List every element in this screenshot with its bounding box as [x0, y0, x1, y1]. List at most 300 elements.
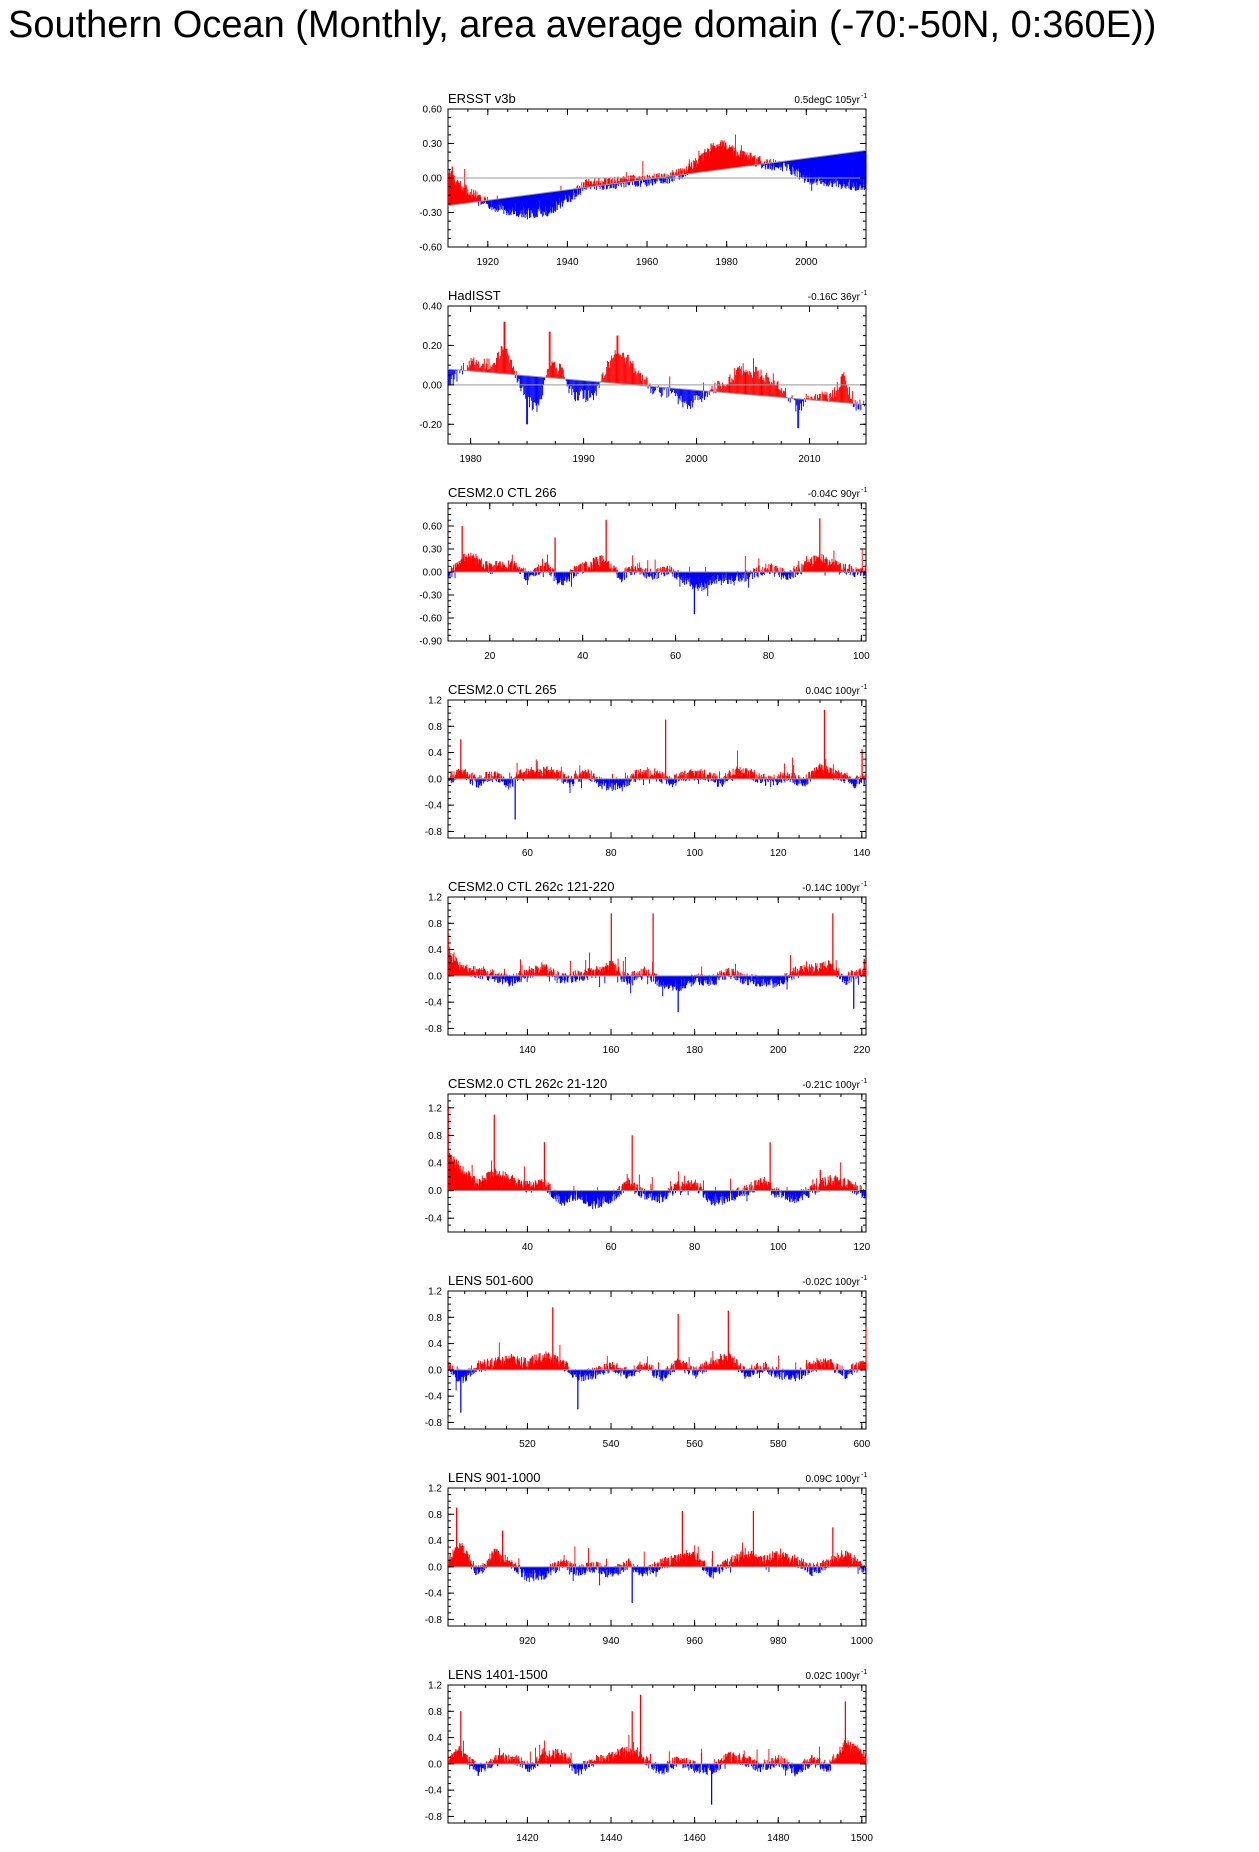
data-bar — [664, 572, 665, 576]
data-bar — [574, 380, 575, 400]
data-bar — [490, 365, 491, 372]
data-bar — [573, 779, 574, 784]
data-bar — [794, 773, 795, 779]
data-bar — [697, 390, 698, 395]
data-bar — [516, 371, 517, 375]
data-bar — [658, 572, 659, 578]
data-bar — [551, 572, 552, 576]
data-bar — [759, 379, 760, 396]
data-bar — [487, 358, 488, 372]
data-bar — [574, 566, 575, 572]
data-bar — [778, 381, 779, 397]
data-bar — [792, 758, 793, 779]
data-bar — [756, 568, 757, 572]
data-bar — [683, 389, 684, 401]
data-bar — [520, 959, 521, 976]
data-bar — [578, 380, 579, 400]
data-bar — [839, 387, 840, 402]
data-bar — [450, 369, 451, 384]
data-bar — [548, 369, 549, 378]
data-bar — [502, 347, 503, 374]
data-bar — [750, 372, 751, 395]
data-bar — [757, 779, 758, 782]
data-bar — [824, 395, 825, 401]
y-tick-label: 0.00 — [422, 380, 442, 392]
data-bar — [584, 381, 585, 398]
data-bar — [503, 350, 504, 374]
data-bar — [768, 564, 769, 572]
data-bar — [482, 364, 483, 372]
data-bar — [585, 381, 586, 390]
data-bar — [844, 376, 845, 403]
data-bar — [624, 976, 625, 982]
data-bar — [757, 572, 758, 576]
data-bar — [771, 382, 772, 396]
data-bar — [725, 386, 726, 392]
data-bar — [567, 779, 568, 783]
data-bar — [462, 370, 463, 374]
data-bar — [852, 391, 853, 403]
data-bar — [617, 336, 618, 384]
data-bar — [536, 572, 537, 575]
data-bar — [851, 399, 852, 404]
data-bar — [585, 381, 586, 402]
data-bar — [559, 364, 560, 379]
data-bar — [547, 369, 548, 377]
data-bar — [640, 373, 641, 386]
data-bar — [679, 389, 680, 399]
data-bar — [629, 567, 630, 572]
panel-4 — [425, 879, 871, 1056]
data-bar — [536, 377, 537, 412]
data-bar — [599, 178, 600, 185]
data-bar — [495, 365, 496, 373]
data-bar — [487, 565, 488, 572]
data-bar — [580, 380, 581, 391]
data-bar — [683, 773, 684, 779]
data-bar — [498, 352, 499, 373]
data-bar — [472, 779, 473, 785]
data-bar — [765, 164, 766, 167]
data-bar — [680, 168, 681, 175]
data-bar — [553, 363, 554, 378]
data-bar — [847, 775, 848, 779]
y-tick-label: -0.90 — [419, 636, 442, 648]
data-bar — [536, 377, 537, 406]
data-bar — [617, 336, 618, 384]
data-bar — [797, 565, 798, 572]
data-bar — [620, 355, 621, 384]
data-bar — [765, 375, 766, 396]
data-bar — [826, 395, 827, 402]
data-bar — [734, 368, 735, 393]
data-bar — [557, 374, 558, 379]
data-bar — [853, 403, 854, 407]
data-bar — [783, 391, 784, 398]
data-bar — [864, 572, 865, 576]
data-bar — [714, 773, 715, 779]
data-bar — [744, 572, 745, 582]
data-bar — [623, 353, 624, 384]
data-bar — [778, 389, 779, 397]
data-bar — [666, 568, 667, 572]
data-bar — [633, 361, 634, 385]
data-bar — [552, 361, 553, 378]
data-bar — [492, 364, 493, 372]
data-bar — [780, 772, 781, 779]
data-bar — [688, 390, 689, 406]
data-bar — [525, 970, 526, 975]
data-bar — [678, 169, 679, 176]
data-bar — [782, 393, 783, 397]
data-bar — [719, 382, 720, 392]
data-bar — [598, 970, 599, 976]
data-bar — [453, 564, 454, 572]
data-bar — [550, 332, 551, 378]
data-bar — [845, 381, 846, 403]
data-bar — [636, 770, 637, 779]
trend-label: -0.04C 90yr — [807, 489, 860, 500]
data-bar — [609, 779, 610, 787]
x-tick-label: 40 — [577, 651, 589, 662]
data-bar — [789, 776, 790, 779]
data-bar — [591, 381, 592, 393]
data-bar — [550, 567, 551, 572]
data-bar — [571, 380, 572, 395]
data-bar — [478, 202, 479, 206]
trend-label-exponent: -1 — [861, 881, 868, 888]
data-bar — [626, 572, 627, 578]
data-bar — [575, 380, 576, 401]
data-bar — [584, 976, 585, 979]
data-bar — [608, 362, 609, 383]
data-bar — [773, 779, 774, 785]
data-bar — [743, 363, 744, 394]
data-bar — [519, 375, 520, 379]
data-bar — [581, 563, 582, 572]
data-bar — [753, 358, 754, 395]
data-bar — [533, 376, 534, 409]
data-bar — [675, 388, 676, 396]
data-bar — [801, 399, 802, 410]
data-bar — [541, 377, 542, 399]
data-bar — [491, 367, 492, 373]
data-bar — [479, 970, 480, 976]
data-bar — [671, 568, 672, 572]
panel-0 — [419, 91, 867, 268]
data-bar — [517, 375, 518, 383]
data-bar — [652, 179, 653, 186]
data-bar — [635, 567, 636, 572]
data-bar — [761, 779, 762, 783]
data-bar — [664, 572, 665, 576]
x-tick-label: 1980 — [459, 454, 482, 465]
data-bar — [745, 556, 746, 572]
data-bar — [865, 567, 866, 572]
data-bar — [720, 386, 721, 393]
data-bar — [649, 179, 650, 185]
x-tick-label: 1940 — [556, 257, 579, 268]
data-bar — [529, 376, 530, 407]
data-bar — [628, 355, 629, 385]
data-bar — [489, 774, 490, 779]
data-bar — [515, 779, 516, 820]
data-bar — [682, 389, 683, 407]
data-bar — [833, 398, 834, 402]
data-bar — [637, 563, 638, 572]
series-title: CESM2.0 CTL 262c 121-220 — [448, 879, 615, 894]
data-bar — [647, 560, 648, 572]
data-bar — [654, 572, 655, 578]
data-bar — [521, 375, 522, 387]
data-bar — [632, 976, 633, 985]
data-bar — [606, 178, 607, 185]
data-bar — [730, 383, 731, 394]
data-bar — [632, 971, 633, 975]
data-bar — [538, 565, 539, 572]
data-bar — [649, 779, 650, 784]
data-bar — [577, 380, 578, 400]
data-bar — [835, 396, 836, 402]
data-bar — [656, 174, 657, 178]
y-tick-label: -0.30 — [419, 590, 442, 602]
x-tick-label: 80 — [605, 848, 617, 859]
y-tick-label: 0.30 — [422, 544, 442, 556]
data-bar — [512, 555, 513, 572]
data-bar — [573, 380, 574, 392]
data-bar — [509, 363, 510, 374]
data-bar — [659, 173, 660, 178]
data-bar — [720, 779, 721, 784]
x-tick-label: 60 — [521, 848, 533, 859]
data-bar — [492, 969, 493, 975]
data-bar — [857, 568, 858, 572]
data-bar — [542, 377, 543, 395]
data-bar — [507, 354, 508, 375]
data-bar — [563, 779, 564, 784]
data-bar — [579, 380, 580, 395]
data-bar — [520, 569, 521, 572]
data-bar — [617, 976, 618, 983]
data-bar — [633, 565, 634, 572]
data-bar — [655, 560, 656, 572]
data-bar — [612, 567, 613, 572]
data-bar — [455, 370, 456, 374]
data-bar — [725, 779, 726, 783]
data-bar — [696, 390, 697, 395]
data-bar — [623, 961, 624, 976]
data-bar — [572, 976, 573, 982]
y-tick-label: 0.00 — [422, 173, 442, 185]
data-bar — [767, 163, 768, 169]
data-bar — [856, 779, 857, 787]
data-bar — [785, 388, 786, 398]
data-bar — [719, 771, 720, 779]
data-bar — [823, 394, 824, 401]
data-bar — [491, 772, 492, 779]
data-bar — [483, 364, 484, 372]
y-tick-label: 0.0 — [428, 774, 442, 786]
data-bar — [456, 370, 457, 382]
data-bar — [740, 572, 741, 578]
data-bar — [605, 374, 606, 382]
data-bar — [784, 764, 785, 779]
data-bar — [701, 391, 702, 402]
data-bar — [746, 372, 747, 394]
data-bar — [842, 374, 843, 402]
data-bar — [645, 572, 646, 578]
data-bar — [782, 568, 783, 572]
data-bar — [477, 364, 478, 372]
series-title: HadISST — [448, 288, 501, 303]
data-bar — [844, 567, 845, 572]
data-bar — [655, 178, 656, 183]
data-bar — [512, 779, 513, 787]
data-bar — [612, 358, 613, 383]
data-bar — [555, 538, 556, 573]
data-bar — [664, 567, 665, 572]
data-bar — [472, 359, 473, 371]
data-bar — [637, 971, 638, 976]
y-tick-label: 0.30 — [422, 139, 442, 150]
data-bar — [532, 376, 533, 410]
data-bar — [626, 567, 627, 572]
data-bar — [755, 568, 756, 572]
data-bar — [499, 359, 500, 374]
data-bar — [785, 572, 786, 579]
data-bar — [798, 775, 799, 779]
data-bar — [591, 968, 592, 976]
data-bar — [577, 567, 578, 572]
plot-frame — [448, 700, 866, 838]
data-bar — [614, 355, 615, 383]
data-bar — [469, 361, 470, 371]
data-bar — [795, 572, 796, 577]
data-bar — [495, 976, 496, 979]
data-bar — [689, 572, 690, 578]
data-bar — [696, 771, 697, 778]
y-tick-label: -0.8 — [424, 826, 442, 838]
data-bar — [754, 372, 755, 395]
data-bar — [638, 568, 639, 572]
data-bar — [820, 394, 821, 401]
data-bar — [659, 387, 660, 392]
data-bar — [594, 382, 595, 393]
data-bar — [639, 373, 640, 385]
data-bar — [501, 346, 502, 374]
data-bar — [586, 381, 587, 400]
x-tick-label: 1920 — [476, 257, 499, 268]
data-bar — [543, 377, 544, 384]
y-tick-label: -0.4 — [424, 800, 442, 812]
data-bar — [562, 976, 563, 982]
data-bar — [511, 360, 512, 375]
data-bar — [533, 970, 534, 975]
data-bar — [611, 564, 612, 572]
data-bar — [705, 572, 706, 589]
data-bar — [674, 388, 675, 393]
trend-label-exponent: -1 — [861, 290, 868, 297]
data-bar — [864, 779, 865, 784]
data-bar — [532, 969, 533, 976]
data-bar — [686, 389, 687, 403]
data-bar — [832, 562, 833, 572]
data-bar — [589, 381, 590, 398]
data-bar — [539, 377, 540, 400]
data-bar — [623, 182, 624, 187]
data-bar — [537, 568, 538, 572]
panel-1 — [419, 288, 867, 465]
data-bar — [596, 382, 597, 396]
data-bar — [625, 182, 626, 187]
data-bar — [454, 370, 455, 380]
data-bar — [471, 773, 472, 778]
data-bar — [563, 976, 564, 980]
data-bar — [817, 395, 818, 401]
data-bar — [633, 373, 634, 385]
data-bar — [730, 572, 731, 580]
data-bar — [623, 176, 624, 182]
data-bar — [636, 374, 637, 385]
data-bar — [717, 381, 718, 392]
data-bar — [476, 360, 477, 371]
data-bar — [835, 770, 836, 779]
y-tick-label: 0.20 — [422, 340, 442, 352]
data-bar — [504, 322, 505, 374]
data-bar — [602, 372, 603, 382]
data-bar — [634, 971, 635, 976]
data-bar — [554, 572, 555, 576]
data-bar — [702, 391, 703, 399]
x-tick-label: 2000 — [685, 454, 708, 465]
trend-label: -0.14C 100yr — [802, 883, 860, 894]
data-bar — [639, 562, 640, 572]
data-bar — [610, 360, 611, 382]
data-bar — [551, 366, 552, 378]
data-bar — [604, 375, 605, 382]
data-bar — [484, 359, 485, 372]
data-bar — [500, 356, 501, 374]
data-bar — [722, 383, 723, 393]
data-bar — [531, 376, 532, 401]
data-bar — [815, 394, 816, 400]
data-bar — [624, 568, 625, 572]
data-bar — [625, 779, 626, 785]
data-bar — [781, 572, 782, 577]
data-bar — [614, 184, 615, 189]
data-bar — [479, 775, 480, 779]
data-bar — [739, 366, 740, 394]
data-bar — [597, 181, 598, 186]
data-bar — [601, 374, 602, 382]
data-bar — [504, 322, 505, 374]
data-bar — [841, 772, 842, 779]
data-bar — [624, 357, 625, 384]
data-bar — [470, 365, 471, 371]
data-bar — [634, 368, 635, 385]
data-bar — [474, 365, 475, 371]
data-bar — [850, 399, 851, 403]
data-bar — [473, 357, 474, 371]
data-bar — [843, 372, 844, 402]
data-bar — [504, 969, 505, 976]
data-bar — [540, 566, 541, 572]
y-tick-label: -0.30 — [419, 208, 442, 219]
data-bar — [822, 392, 823, 401]
data-bar — [782, 568, 783, 572]
data-bar — [807, 779, 808, 784]
data-bar — [705, 391, 706, 397]
